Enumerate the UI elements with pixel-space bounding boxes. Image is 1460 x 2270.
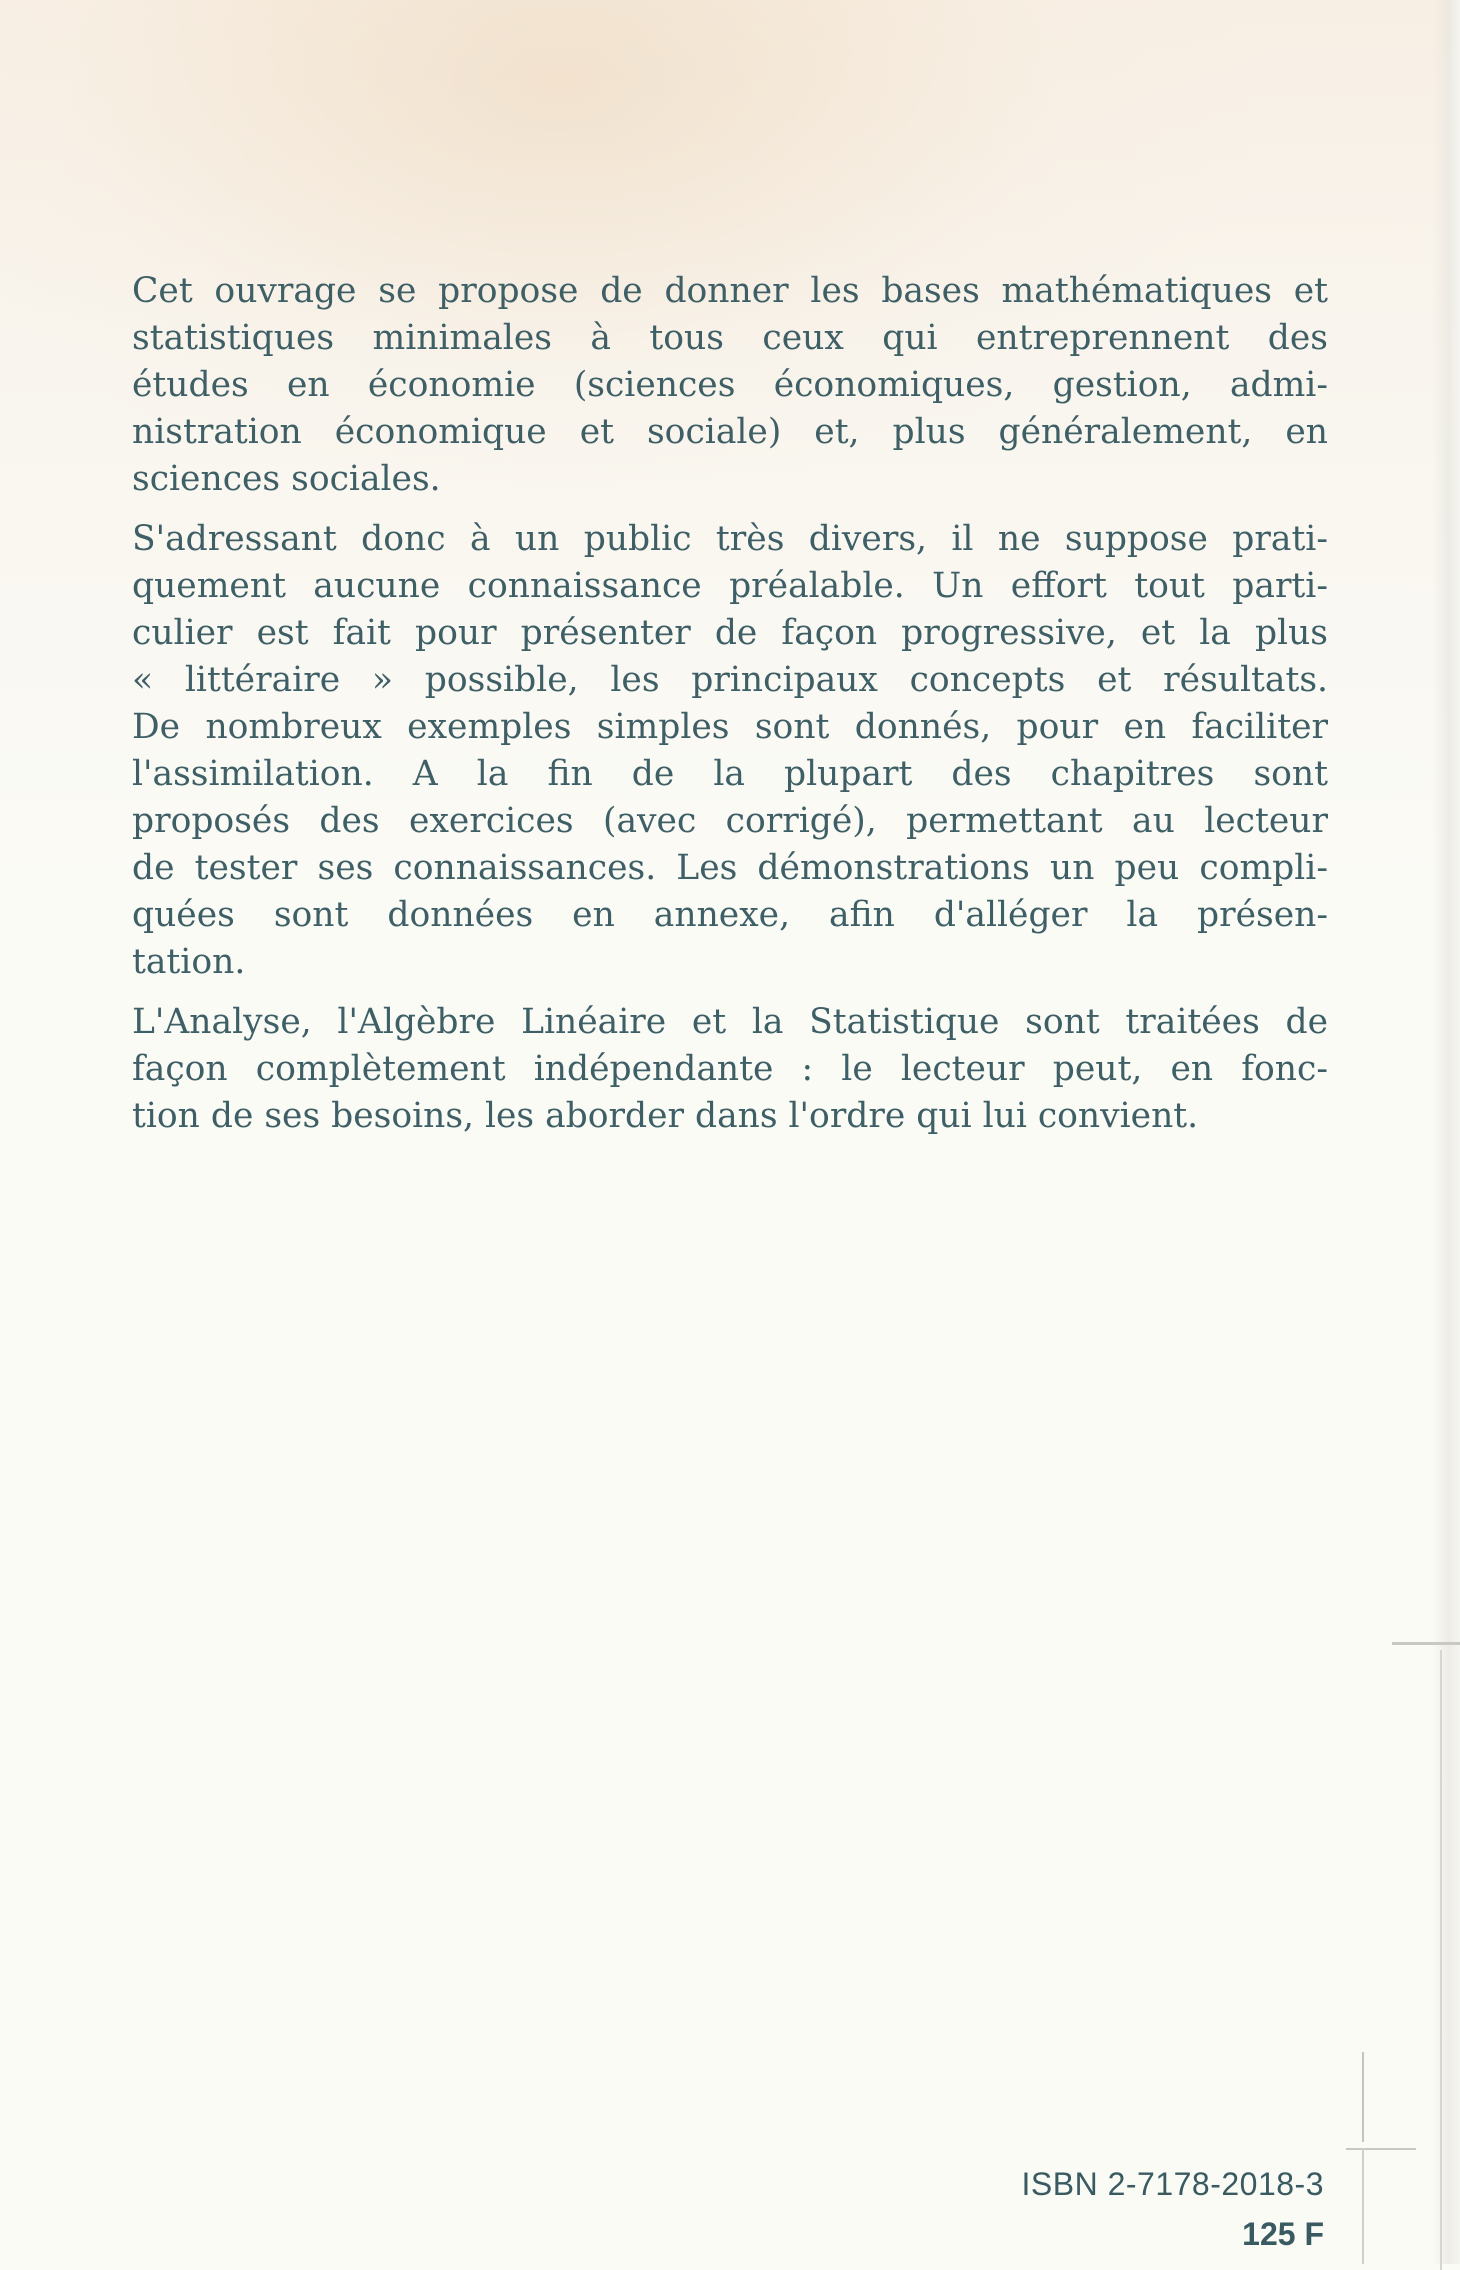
blurb-paragraph-2 <box>132 516 1328 986</box>
text-line: nistration économique et sociale) et, plus généralement, en <box>132 412 1328 452</box>
edge-crease-mark <box>1440 1650 1442 2270</box>
edge-crease-mark <box>1346 2148 1416 2150</box>
edge-crease-mark <box>1362 2148 1364 2264</box>
text-line: quement aucune connaissance préalable. Un effort tout parti- <box>132 566 1328 606</box>
text-line: tation. <box>132 942 246 982</box>
text-line: « littéraire » possible, les principaux concepts et résultats. <box>132 660 1328 700</box>
text-line: proposés des exercices (avec corrigé), permettant au lecteur <box>132 801 1328 841</box>
text-line: tion de ses besoins, les aborder dans l'ordre qui lui convient. <box>132 1096 1199 1136</box>
text-line: l'assimilation. A la fin de la plupart des chapitres sont <box>132 754 1328 794</box>
text-line: L'Analyse, l'Algèbre Linéaire et la Statistique sont traitées de <box>132 1002 1328 1042</box>
text-line: S'adressant donc à un public très divers, il ne suppose prati- <box>132 519 1328 559</box>
text-line: études en économie (sciences économiques, gestion, admi- <box>132 365 1328 405</box>
blurb-paragraph-3 <box>132 999 1328 1140</box>
text-line: Cet ouvrage se propose de donner les bases mathématiques et <box>132 271 1328 311</box>
text-line: sciences sociales. <box>132 459 441 499</box>
page-edge-shadow <box>1432 0 1460 2264</box>
text-line: façon complètement indépendante : le lecteur peut, en fonc- <box>132 1049 1328 1089</box>
text-line: De nombreux exemples simples sont donnés, pour en faciliter <box>132 707 1328 747</box>
text-line: quées sont données en annexe, afin d'alléger la présen- <box>132 895 1328 935</box>
price-label: 125 F <box>1242 2216 1324 2252</box>
blurb-text <box>132 268 1328 1153</box>
isbn-number: ISBN 2-7178-2018-3 <box>1021 2166 1324 2202</box>
text-line: statistiques minimales à tous ceux qui entreprennent des <box>132 318 1328 358</box>
text-line: de tester ses connaissances. Les démonstrations un peu compli- <box>132 848 1328 888</box>
blurb-paragraph-1 <box>132 268 1328 503</box>
text-line: culier est fait pour présenter de façon progressive, et la plus <box>132 613 1328 653</box>
edge-crease-mark <box>1392 1642 1460 1645</box>
edge-crease-mark <box>1362 2052 1364 2142</box>
